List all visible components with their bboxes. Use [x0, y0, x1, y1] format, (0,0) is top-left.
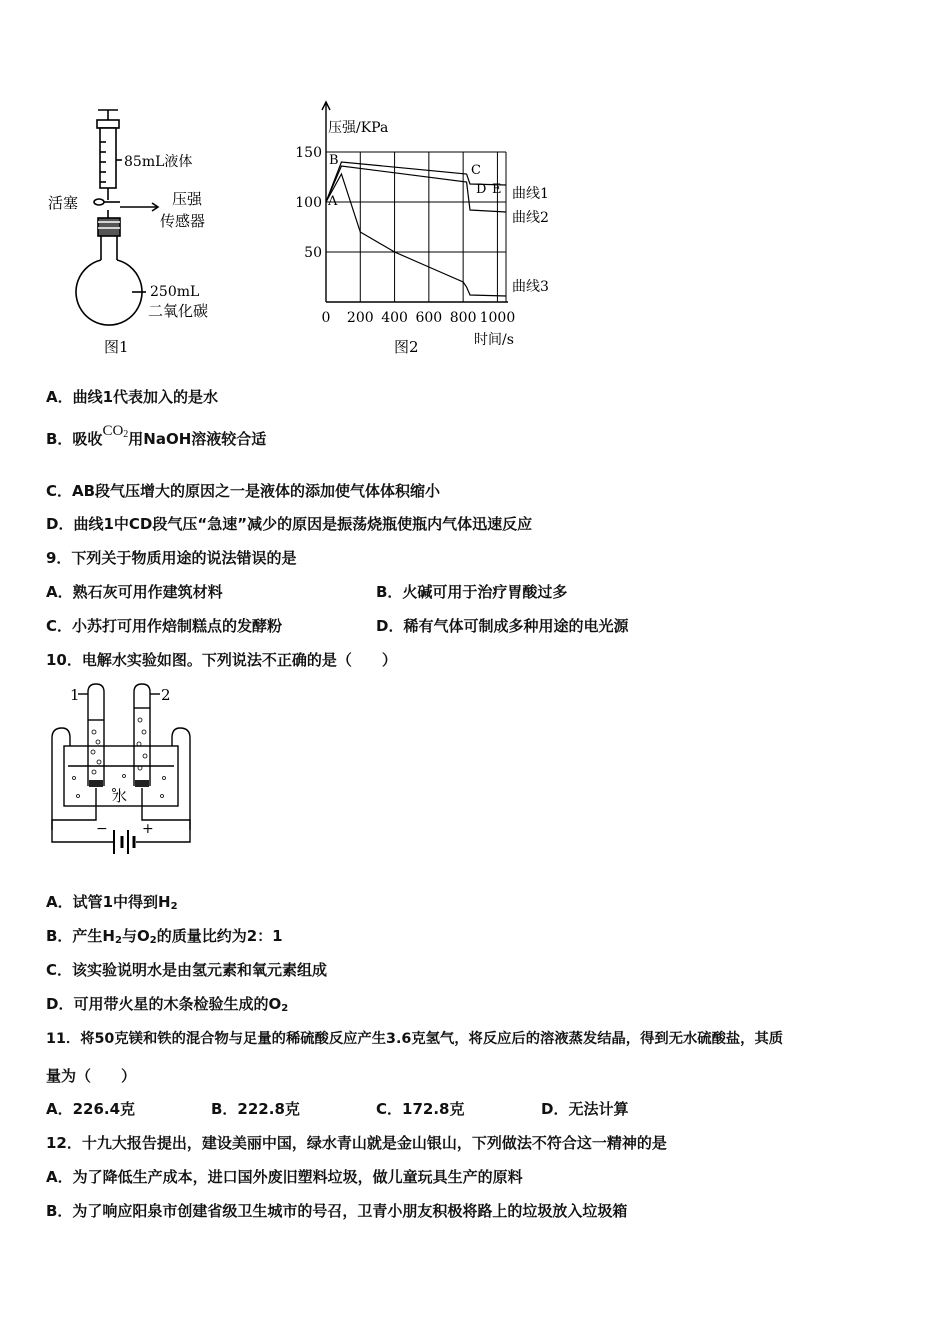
- q9-option-c: C．小苏打可用作焙制糕点的发酵粉: [46, 617, 283, 635]
- q11-stem-line2: 量为（ ）: [46, 1067, 137, 1085]
- q9-option-b: B．火碱可用于治疗胃酸过多: [376, 583, 568, 601]
- stopcock-label: 活塞: [48, 194, 79, 212]
- y-tick-label: 100: [295, 195, 322, 211]
- q10-option-c: C．该实验说明水是由氢元素和氧元素组成: [46, 961, 328, 979]
- figure-1-apparatus: [40, 100, 270, 365]
- q8-option-a: A．曲线1代表加入的是水: [46, 388, 219, 406]
- syringe-volume-label: 85mL液体: [124, 154, 193, 170]
- q8-option-c: C．AB段气压增大的原因之一是液体的添加使气体体积缩小: [46, 482, 441, 500]
- curve-2-label: 曲线2: [512, 210, 549, 226]
- curve-3-label: 曲线3: [512, 279, 549, 295]
- y-tick-label: 50: [304, 245, 322, 261]
- q12-stem: 12．十九大报告提出，建设美丽中国，绿水青山就是金山银山，下列做法不符合这一精神的是: [46, 1134, 667, 1152]
- q8-option-b: B．吸收$CO_2$用NaOH溶液较合适: [46, 423, 267, 448]
- electrolysis-apparatus: [44, 680, 204, 865]
- x-tick-label: 400: [381, 310, 408, 326]
- point-label-a: A: [328, 194, 338, 209]
- figure-1-caption: 图1: [104, 338, 129, 356]
- sensor-label-line1: 压强: [172, 190, 203, 208]
- flask-gas-label: 二氧化碳: [148, 302, 209, 320]
- y-tick-label: 150: [295, 145, 322, 161]
- battery-negative-label: −: [96, 821, 108, 837]
- point-label-d: D: [476, 182, 487, 197]
- q11-option-b: B．222.8克: [211, 1100, 300, 1118]
- q12-option-b: B．为了响应阳泉市创建省级卫生城市的号召，卫青小朋友积极将路上的垃圾放入垃圾箱: [46, 1202, 628, 1220]
- x-tick-label: 1000: [479, 310, 516, 326]
- water-label: 水: [112, 787, 128, 805]
- chart-ylabel: 压强/KPa: [328, 120, 389, 136]
- q10-option-a: A．试管1中得到$H_2$: [46, 893, 178, 912]
- q11-option-c: C．172.8克: [376, 1100, 465, 1118]
- figure-2-pressure-chart: [290, 98, 580, 360]
- curve-1-label: 曲线1: [512, 186, 549, 202]
- point-label-b: B: [329, 153, 339, 168]
- q9-stem: 9．下列关于物质用途的说法错误的是: [46, 549, 297, 567]
- q11-stem-line1: 11．将50克镁和铁的混合物与足量的稀硫酸反应产生3.6克氢气，将反应后的溶液蒸发结晶，得到无水硫酸盐，其质: [46, 1031, 784, 1047]
- q11-option-a: A．226.4克: [46, 1100, 136, 1118]
- x-tick-label: 600: [415, 310, 443, 326]
- chart-xlabel: 时间/s: [474, 332, 514, 348]
- point-label-e: E: [492, 182, 502, 197]
- sensor-label-line2: 传感器: [160, 212, 206, 230]
- tube-1-label: 1: [70, 686, 80, 704]
- q8-option-d: D．曲线1中CD段气压“急速”减少的原因是振荡烧瓶使瓶内气体迅速反应: [46, 515, 533, 533]
- q9-option-d: D．稀有气体可制成多种用途的电光源: [376, 617, 629, 635]
- flask-volume-label: 250mL: [150, 284, 200, 300]
- x-tick-label: 200: [346, 310, 374, 326]
- battery-positive-label: +: [142, 821, 154, 837]
- figure-2-caption: 图2: [394, 338, 419, 356]
- q12-option-a: A．为了降低生产成本，进口国外废旧塑料垃圾，做儿童玩具生产的原料: [46, 1168, 523, 1186]
- point-label-c: C: [471, 163, 481, 178]
- q10-option-d: D．可用带火星的木条检验生成的$O_2$: [46, 995, 289, 1014]
- q10-stem: 10．电解水实验如图。下列说法不正确的是（ ）: [46, 651, 397, 669]
- co2-formula: $CO_2$: [102, 423, 129, 440]
- x-tick-label: 0: [321, 310, 331, 326]
- q10-option-b: B．产生$H_2$与$O_2$的质量比约为2：1: [46, 927, 283, 946]
- q9-option-a: A．熟石灰可用作建筑材料: [46, 583, 223, 601]
- q11-option-d: D．无法计算: [541, 1100, 629, 1118]
- tube-2-label: 2: [161, 686, 171, 704]
- x-tick-label: 800: [449, 310, 477, 326]
